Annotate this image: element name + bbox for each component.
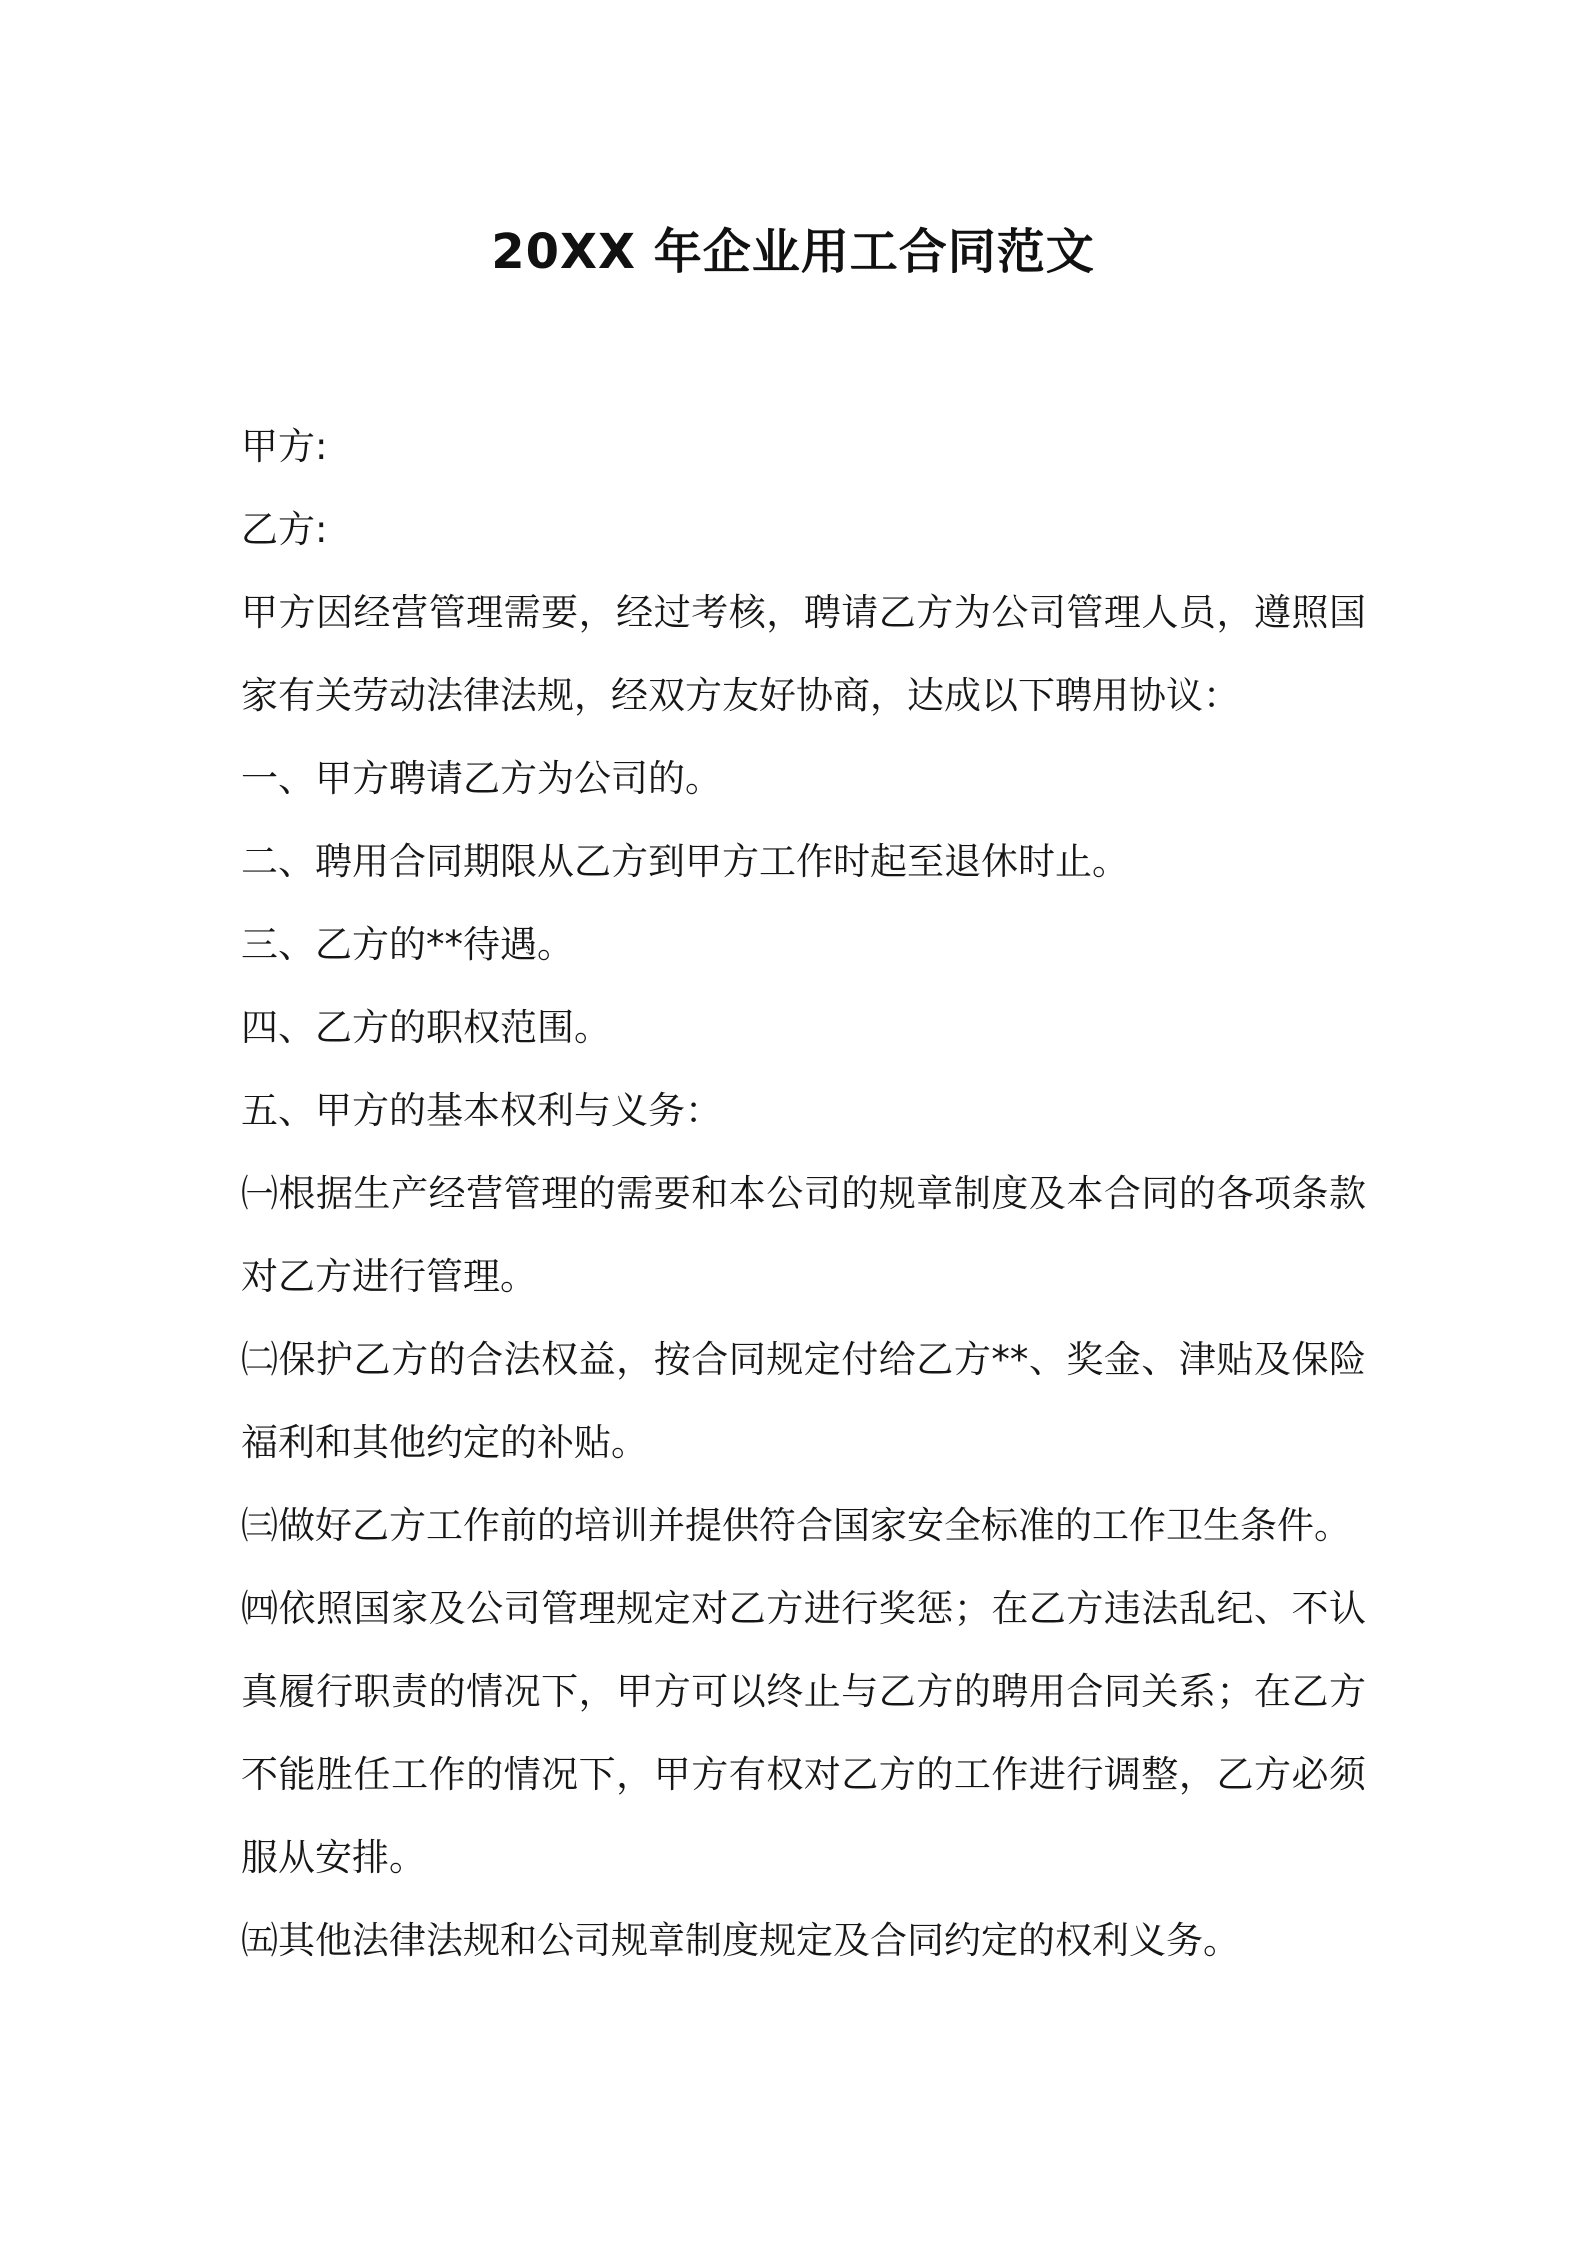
subclause-5-4: ㈣依照国家及公司管理规定对乙方进行奖惩；在乙方违法乱纪、不认真履行职责的情况下，甲方可以终止与乙方的聘用合同关系；在乙方不能胜任工作的情况下，甲方有权对乙方的工作进行调整，乙方必须服从安排。 — [241, 1587, 1366, 1879]
subclause-5-2: ㈡保护乙方的合法权益，按合同规定付给乙方**、奖金、津贴及保险福利和其他约定的补贴。 — [241, 1338, 1366, 1464]
clause-5-heading: 五、甲方的基本权利与义务： — [241, 1089, 722, 1132]
party-b-line: 乙方: — [241, 508, 328, 551]
clause-3: 三、乙方的**待遇。 — [241, 923, 574, 966]
preamble-paragraph: 甲方因经营管理需要，经过考核，聘请乙方为公司管理人员，遵照国家有关劳动法律法规，经双方友好协商，达成以下聘用协议： — [241, 591, 1366, 717]
party-a-line: 甲方: — [241, 425, 328, 468]
subclause-5-1: ㈠根据生产经营管理的需要和本公司的规章制度及本合同的各项条款对乙方进行管理。 — [241, 1172, 1366, 1298]
clause-4: 四、乙方的职权范围。 — [241, 1006, 611, 1049]
clause-1: 一、甲方聘请乙方为公司的。 — [241, 757, 722, 800]
subclause-5-3: ㈢做好乙方工作前的培训并提供符合国家安全标准的工作卫生条件。 — [241, 1504, 1351, 1547]
subclause-5-5: ㈤其他法律法规和公司规章制度规定及合同约定的权利义务。 — [241, 1919, 1240, 1962]
document-title: 20XX 年企业用工合同范文 — [491, 224, 1095, 280]
clause-2: 二、聘用合同期限从乙方到甲方工作时起至退休时止。 — [241, 840, 1129, 883]
document-body — [241, 405, 1366, 1982]
